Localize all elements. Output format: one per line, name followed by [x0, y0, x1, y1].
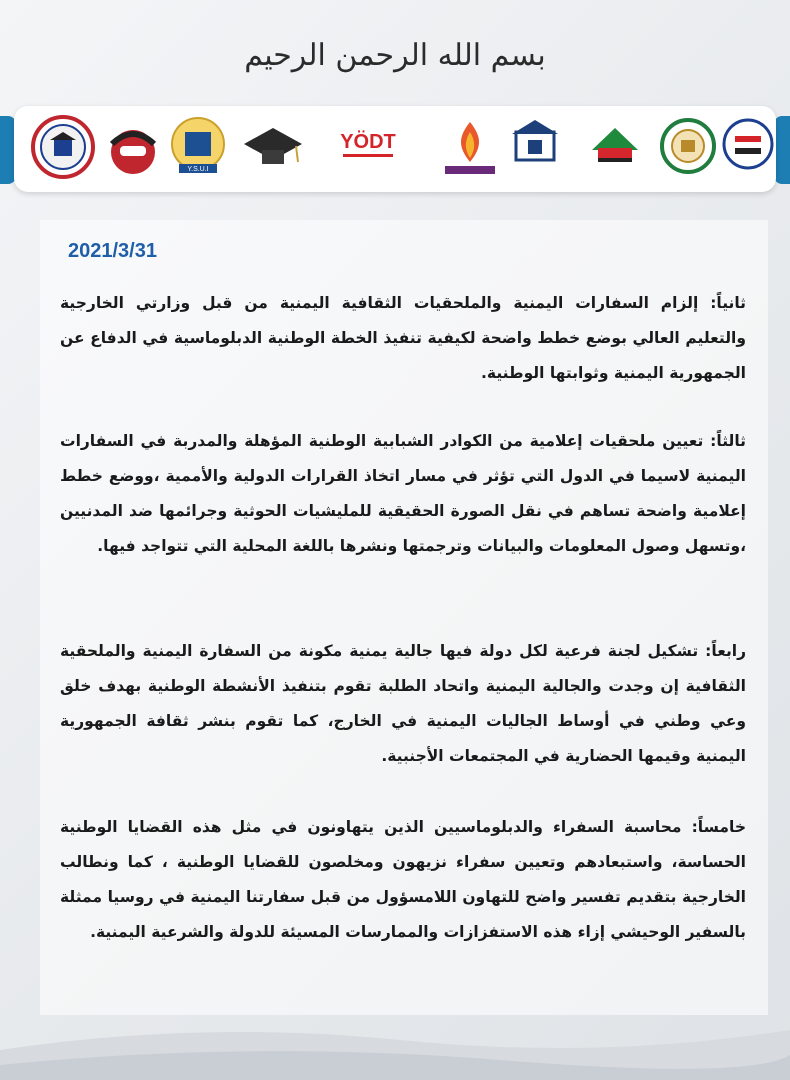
basmala-heading: بسم الله الرحمن الرحيم [244, 38, 546, 73]
paragraph-fourth: رابعاً: تشكيل لجنة فرعية لكل دولة فيها جالية يمنية مكونة من السفارة اليمنية والملحقية الثقافية إن وجدت والجالية اليمنية واتحاد الطلبة تقوم بتنفيذ الأنشطة الوطنية بهدف خلق وعي وطني في أوساط الجاليات اليمنية في الخارج، كما تقوم بنشر ثقافة الجمهورية اليمنية وقيمها الحضارية في المجتمعات الأجنبية. [60, 642, 746, 765]
yodt-logo [335, 114, 401, 184]
students-family-logo [30, 114, 96, 184]
ysui-logo [165, 114, 231, 184]
graduation-cap-logo [240, 114, 306, 184]
svg-text:Y.S.U.I: Y.S.U.I [187, 166, 209, 173]
yemen-students-union-pakistan-logo [582, 114, 648, 184]
paragraph-second: ثانياً: إلزام السفارات اليمنية والملحقيات الثقافية اليمنية من قبل وزارتي الخارجية والتعليم العالي بوضع خطط واضحة لكيفية تنفيذ الخطة الوطنية الدبلوماسية في الدفاع عن الجمهورية اليمنية وثوابتها الوطنية. [60, 294, 746, 382]
decorative-wave [0, 1010, 790, 1080]
svg-text:YÖDT: YÖDT [340, 131, 396, 153]
flame-emblem-logo [437, 114, 503, 184]
paragraph-fifth: خامساً: محاسبة السفراء والدبلوماسيين الذين يتهاونون في مثل هذه القضايا الوطنية الحساسة، واستبعادهم وتعيين سفراء نزيهون ومخلصون للقضايا الوطنية ، كما ونطالب الخارجية بتقديم تفسير واضح للتهاون اللامسؤول من قبل سفارتنا اليمنية في روسيا ممثلة بالسفير الوحيشي إزاء هذه الاستفزازات والممارسات المسيئة للدولة والشرعية اليمنية. [60, 818, 746, 941]
handshake-logo [100, 114, 166, 184]
paragraph-third: ثالثاً: تعيين ملحقيات إعلامية من الكوادر الشبابية الوطنية المؤهلة والمدربة في السفارات اليمنية لاسيما في الدول التي تؤثر في مسار اتخاذ القرارات الدولية والأممية ،ووضع خطط إعلامية واضحة تساهم في نقل الصورة الحقيقية للمليشيات الحوثية وجرائمها ضد المدنيين ،وتسهل وصول المعلومات والبيانات وترجمتها ونشرها باللغة المحلية التي تتواجد فيها. [60, 432, 746, 555]
document-date: 2021/3/31 [68, 240, 157, 262]
yemen-students-union-malaysia-logo [715, 114, 781, 184]
yemeni-students-logo [655, 114, 721, 184]
morocco-students-logo [502, 114, 568, 184]
